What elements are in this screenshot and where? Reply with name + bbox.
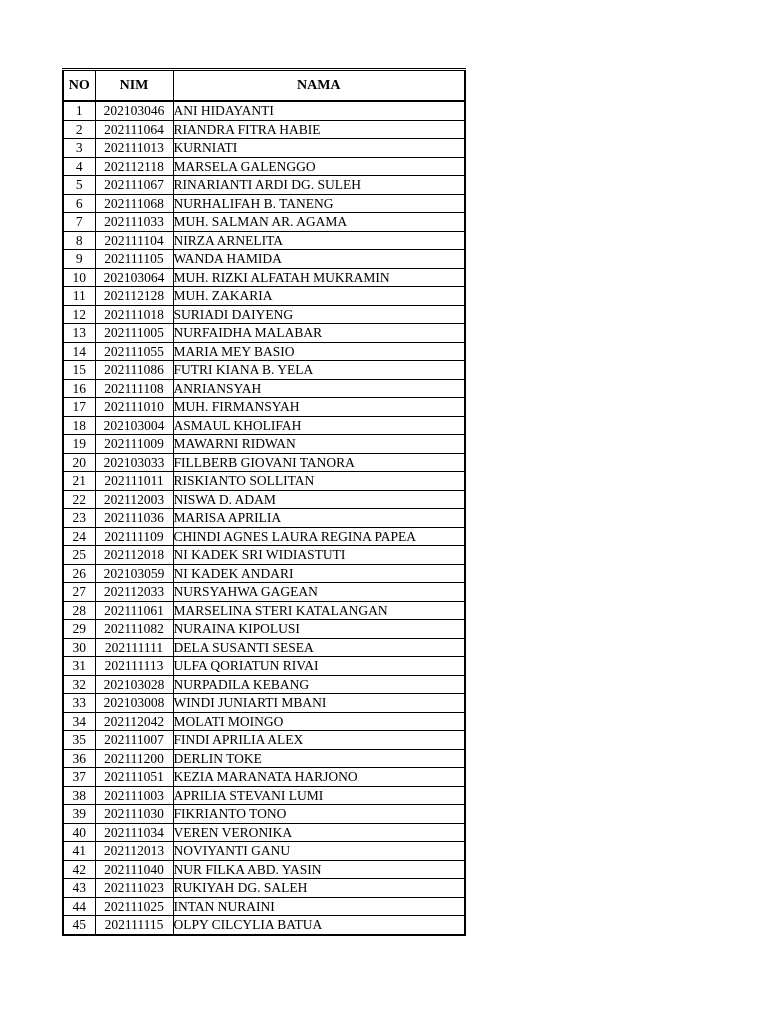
cell-no: 23 bbox=[63, 509, 95, 528]
cell-nim: 202111082 bbox=[95, 620, 173, 639]
table-header bbox=[63, 70, 465, 102]
cell-nim: 202111067 bbox=[95, 176, 173, 195]
cell-no: 26 bbox=[63, 564, 95, 583]
cell-nim: 202111018 bbox=[95, 305, 173, 324]
cell-nama: FUTRI KIANA B. YELA bbox=[173, 361, 465, 380]
cell-no: 25 bbox=[63, 546, 95, 565]
cell-nama: MUH. RIZKI ALFATAH MUKRAMIN bbox=[173, 268, 465, 287]
cell-nama: CHINDI AGNES LAURA REGINA PAPEA bbox=[173, 527, 465, 546]
cell-no: 20 bbox=[63, 453, 95, 472]
cell-nim: 202103064 bbox=[95, 268, 173, 287]
table-row bbox=[63, 361, 465, 380]
cell-nim: 202112033 bbox=[95, 583, 173, 602]
cell-nim: 202111105 bbox=[95, 250, 173, 269]
cell-no: 45 bbox=[63, 916, 95, 935]
table-row bbox=[63, 120, 465, 139]
cell-nama: MARISA APRILIA bbox=[173, 509, 465, 528]
table-row bbox=[63, 268, 465, 287]
cell-nama: NI KADEK SRI WIDIASTUTI bbox=[173, 546, 465, 565]
cell-no: 22 bbox=[63, 490, 95, 509]
cell-nim: 202112118 bbox=[95, 157, 173, 176]
cell-no: 40 bbox=[63, 823, 95, 842]
cell-nama: KEZIA MARANATA HARJONO bbox=[173, 768, 465, 787]
cell-nim: 202111113 bbox=[95, 657, 173, 676]
cell-nama: RUKIYAH DG. SALEH bbox=[173, 879, 465, 898]
cell-nim: 202111055 bbox=[95, 342, 173, 361]
cell-nim: 202111005 bbox=[95, 324, 173, 343]
table-row bbox=[63, 305, 465, 324]
cell-nim: 202111086 bbox=[95, 361, 173, 380]
header-no: NO bbox=[63, 70, 95, 102]
cell-nim: 202103033 bbox=[95, 453, 173, 472]
cell-nama: RISKIANTO SOLLITAN bbox=[173, 472, 465, 491]
cell-nim: 202111023 bbox=[95, 879, 173, 898]
table-row bbox=[63, 250, 465, 269]
cell-nim: 202103046 bbox=[95, 101, 173, 120]
table-row bbox=[63, 823, 465, 842]
cell-nama: NURSYAHWA GAGEAN bbox=[173, 583, 465, 602]
table-row bbox=[63, 453, 465, 472]
cell-no: 8 bbox=[63, 231, 95, 250]
cell-nim: 202111009 bbox=[95, 435, 173, 454]
table-row bbox=[63, 101, 465, 120]
table-row bbox=[63, 176, 465, 195]
cell-nama: ANRIANSYAH bbox=[173, 379, 465, 398]
table-row bbox=[63, 231, 465, 250]
table-row bbox=[63, 287, 465, 306]
cell-nama: MARIA MEY BASIO bbox=[173, 342, 465, 361]
cell-nama: NOVIYANTI GANU bbox=[173, 842, 465, 861]
table-row bbox=[63, 564, 465, 583]
cell-no: 1 bbox=[63, 101, 95, 120]
cell-nama: RINARIANTI ARDI DG. SULEH bbox=[173, 176, 465, 195]
table-row bbox=[63, 620, 465, 639]
cell-no: 43 bbox=[63, 879, 95, 898]
cell-nama: FINDI APRILIA ALEX bbox=[173, 731, 465, 750]
cell-no: 6 bbox=[63, 194, 95, 213]
cell-nama: FIKRIANTO TONO bbox=[173, 805, 465, 824]
table-row bbox=[63, 805, 465, 824]
table-body bbox=[63, 101, 465, 935]
cell-nama: WINDI JUNIARTI MBANI bbox=[173, 694, 465, 713]
cell-nama: OLPY CILCYLIA BATUA bbox=[173, 916, 465, 935]
table-row bbox=[63, 472, 465, 491]
table-row bbox=[63, 842, 465, 861]
cell-nama: NURAINA KIPOLUSI bbox=[173, 620, 465, 639]
table-row bbox=[63, 398, 465, 417]
table-row bbox=[63, 324, 465, 343]
table-row bbox=[63, 879, 465, 898]
table-row bbox=[63, 657, 465, 676]
cell-nim: 202112003 bbox=[95, 490, 173, 509]
cell-nama: MUH. FIRMANSYAH bbox=[173, 398, 465, 417]
cell-nama: WANDA HAMIDA bbox=[173, 250, 465, 269]
cell-nim: 202111115 bbox=[95, 916, 173, 935]
table-row bbox=[63, 601, 465, 620]
cell-nama: DELA SUSANTI SESEA bbox=[173, 638, 465, 657]
cell-no: 11 bbox=[63, 287, 95, 306]
table-row bbox=[63, 786, 465, 805]
cell-nim: 202103028 bbox=[95, 675, 173, 694]
cell-no: 36 bbox=[63, 749, 95, 768]
cell-nim: 202112128 bbox=[95, 287, 173, 306]
cell-no: 37 bbox=[63, 768, 95, 787]
table-row bbox=[63, 897, 465, 916]
cell-no: 10 bbox=[63, 268, 95, 287]
cell-nama: MOLATI MOINGO bbox=[173, 712, 465, 731]
cell-nim: 202103059 bbox=[95, 564, 173, 583]
cell-nama: KURNIATI bbox=[173, 139, 465, 158]
cell-nim: 202111030 bbox=[95, 805, 173, 824]
cell-nama: APRILIA STEVANI LUMI bbox=[173, 786, 465, 805]
table-row bbox=[63, 527, 465, 546]
cell-no: 38 bbox=[63, 786, 95, 805]
cell-nama: NI KADEK ANDARI bbox=[173, 564, 465, 583]
cell-nama: RIANDRA FITRA HABIE bbox=[173, 120, 465, 139]
cell-no: 17 bbox=[63, 398, 95, 417]
cell-no: 19 bbox=[63, 435, 95, 454]
cell-nama: VEREN VERONIKA bbox=[173, 823, 465, 842]
cell-no: 5 bbox=[63, 176, 95, 195]
cell-nim: 202111200 bbox=[95, 749, 173, 768]
cell-nim: 202111040 bbox=[95, 860, 173, 879]
cell-nim: 202111034 bbox=[95, 823, 173, 842]
cell-nama: NISWA D. ADAM bbox=[173, 490, 465, 509]
header-nama: NAMA bbox=[173, 70, 465, 102]
table-row bbox=[63, 490, 465, 509]
cell-no: 31 bbox=[63, 657, 95, 676]
cell-nama: FILLBERB GIOVANI TANORA bbox=[173, 453, 465, 472]
cell-nim: 202111007 bbox=[95, 731, 173, 750]
cell-nama: MAWARNI RIDWAN bbox=[173, 435, 465, 454]
cell-no: 35 bbox=[63, 731, 95, 750]
cell-nim: 202111051 bbox=[95, 768, 173, 787]
cell-nim: 202111108 bbox=[95, 379, 173, 398]
table-row bbox=[63, 768, 465, 787]
cell-no: 9 bbox=[63, 250, 95, 269]
cell-no: 18 bbox=[63, 416, 95, 435]
cell-no: 29 bbox=[63, 620, 95, 639]
cell-nim: 202111003 bbox=[95, 786, 173, 805]
cell-no: 16 bbox=[63, 379, 95, 398]
cell-no: 28 bbox=[63, 601, 95, 620]
table-row bbox=[63, 213, 465, 232]
cell-nim: 202103004 bbox=[95, 416, 173, 435]
cell-nama: MARSELINA STERI KATALANGAN bbox=[173, 601, 465, 620]
cell-nim: 202103008 bbox=[95, 694, 173, 713]
cell-no: 32 bbox=[63, 675, 95, 694]
cell-no: 7 bbox=[63, 213, 95, 232]
cell-nim: 202111104 bbox=[95, 231, 173, 250]
cell-nim: 202111036 bbox=[95, 509, 173, 528]
table-row bbox=[63, 194, 465, 213]
cell-nim: 202111061 bbox=[95, 601, 173, 620]
cell-nama: INTAN NURAINI bbox=[173, 897, 465, 916]
table-row bbox=[63, 860, 465, 879]
table-row bbox=[63, 379, 465, 398]
cell-nama: ASMAUL KHOLIFAH bbox=[173, 416, 465, 435]
cell-nama: SURIADI DAIYENG bbox=[173, 305, 465, 324]
table-row bbox=[63, 139, 465, 158]
cell-nama: NURHALIFAH B. TANENG bbox=[173, 194, 465, 213]
cell-nim: 202112013 bbox=[95, 842, 173, 861]
cell-nim: 202111013 bbox=[95, 139, 173, 158]
cell-no: 33 bbox=[63, 694, 95, 713]
table-row bbox=[63, 712, 465, 731]
header-row bbox=[63, 70, 465, 102]
cell-no: 15 bbox=[63, 361, 95, 380]
cell-no: 44 bbox=[63, 897, 95, 916]
cell-nim: 202111010 bbox=[95, 398, 173, 417]
cell-nama: NURFAIDHA MALABAR bbox=[173, 324, 465, 343]
cell-no: 4 bbox=[63, 157, 95, 176]
table-row bbox=[63, 509, 465, 528]
cell-nama: MUH. ZAKARIA bbox=[173, 287, 465, 306]
cell-nama: MARSELA GALENGGO bbox=[173, 157, 465, 176]
cell-no: 24 bbox=[63, 527, 95, 546]
cell-nama: NURPADILA KEBANG bbox=[173, 675, 465, 694]
cell-no: 27 bbox=[63, 583, 95, 602]
cell-no: 42 bbox=[63, 860, 95, 879]
cell-nama: NUR FILKA ABD. YASIN bbox=[173, 860, 465, 879]
cell-no: 39 bbox=[63, 805, 95, 824]
table-row bbox=[63, 638, 465, 657]
cell-nim: 202111033 bbox=[95, 213, 173, 232]
cell-no: 41 bbox=[63, 842, 95, 861]
cell-nama: DERLIN TOKE bbox=[173, 749, 465, 768]
cell-nim: 202112042 bbox=[95, 712, 173, 731]
table-row bbox=[63, 731, 465, 750]
table-row bbox=[63, 675, 465, 694]
table-row bbox=[63, 342, 465, 361]
cell-no: 2 bbox=[63, 120, 95, 139]
cell-nama: MUH. SALMAN AR. AGAMA bbox=[173, 213, 465, 232]
cell-no: 34 bbox=[63, 712, 95, 731]
cell-nama: ANI HIDAYANTI bbox=[173, 101, 465, 120]
cell-no: 3 bbox=[63, 139, 95, 158]
cell-nim: 202111025 bbox=[95, 897, 173, 916]
cell-nim: 202111109 bbox=[95, 527, 173, 546]
table-row bbox=[63, 435, 465, 454]
cell-no: 14 bbox=[63, 342, 95, 361]
header-nim: NIM bbox=[95, 70, 173, 102]
cell-no: 21 bbox=[63, 472, 95, 491]
student-list-sheet bbox=[62, 68, 464, 936]
cell-nama: NIRZA ARNELITA bbox=[173, 231, 465, 250]
cell-no: 30 bbox=[63, 638, 95, 657]
cell-nim: 202111064 bbox=[95, 120, 173, 139]
cell-nim: 202111011 bbox=[95, 472, 173, 491]
cell-nim: 202111111 bbox=[95, 638, 173, 657]
table-row bbox=[63, 916, 465, 935]
cell-no: 13 bbox=[63, 324, 95, 343]
table-row bbox=[63, 749, 465, 768]
table-row bbox=[63, 416, 465, 435]
table-row bbox=[63, 583, 465, 602]
cell-no: 12 bbox=[63, 305, 95, 324]
cell-nama: ULFA QORIATUN RIVAI bbox=[173, 657, 465, 676]
student-table bbox=[62, 68, 466, 936]
table-row bbox=[63, 694, 465, 713]
cell-nim: 202112018 bbox=[95, 546, 173, 565]
table-row bbox=[63, 157, 465, 176]
table-row bbox=[63, 546, 465, 565]
cell-nim: 202111068 bbox=[95, 194, 173, 213]
